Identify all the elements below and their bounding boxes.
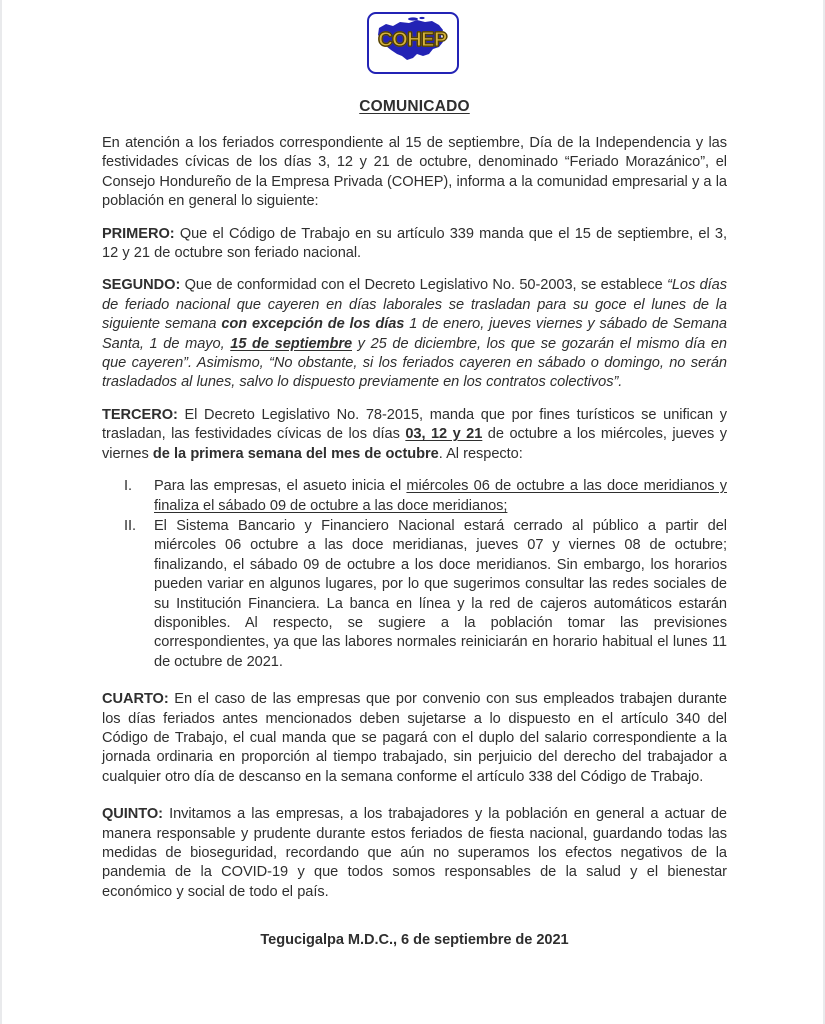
list-item xyxy=(124,517,727,672)
list-item xyxy=(124,477,727,516)
tercero-text-2: de octubre a los miércoles, jueves y viernes xyxy=(102,426,727,462)
paragraph-primero xyxy=(102,225,727,264)
paragraph-cuarto xyxy=(102,690,727,787)
paragraph-quinto xyxy=(102,805,727,902)
list-item-text-plain: El Sistema Bancario y Financiero Nacional estará cerrado al público a partir del miércoles 06 octubre a las doce meridianas, jueves 07 y viernes 08 de octubre; finalizando, el sábado 09 de octubre a los doce meridianos. Sin embargo, los horarios pueden variar en algunos lugares, por lo que sugerimos consultar las redes sociales de su Institución Financiera. La banca en línea y la red de cajeros automáticos estarán disponibles. Al respecto, se sugiere a la población tomar las previsiones correspondientes, ya que las labores normales reiniciarán en horario habitual el lunes 11 de octubre de 2021. xyxy=(154,517,727,670)
intro-paragraph xyxy=(102,134,727,212)
tercero-text-1: El Decreto Legislativo No. 78-2015, manda que por fines turísticos se unifican y trasladan, las festividades cívicas de los días xyxy=(102,406,727,443)
cuarto-text: En el caso de las empresas que por convenio con sus empleados trabajen durante los días feriados antes mencionados deben sujetarse a lo dispuesto en el artículo 340 del Código de Trabajo, el cual manda que se pagará con el duplo del salario correspondiente a la jornada ordinaria en proporción al tiempo trabajado, sin perjuicio del derecho del trabajador a cualquier otro día de descanso en la semana conforme el artículo 338 del Código de Trabajo. xyxy=(102,691,727,785)
segundo-text-2: Asimismo, xyxy=(191,355,270,372)
page-title xyxy=(102,98,727,116)
segundo-quote-1d-emphasis: 15 de septiembre xyxy=(230,335,353,352)
closing-line: Tegucigalpa M.D.C., 6 de septiembre de 2021 xyxy=(260,932,569,949)
tercero-dates-emphasis: 03, 12 y 21 xyxy=(405,426,483,443)
primero-text: Que el Código de Trabajo en su artículo 339 manda que el 15 de septiembre, el 3, 12 y 21 de octubre son feriado nacional. xyxy=(102,225,727,262)
segundo-quote-1e: y 25 de diciembre, los que se gozarán el mismo día en que cayeren”. xyxy=(102,335,727,372)
segundo-quote-1b-bold: con excepción de los días xyxy=(221,316,405,333)
segundo-quote-1c: 1 de enero, jueves viernes y sábado de Semana Santa, 1 de mayo, xyxy=(102,316,727,352)
paragraph-segundo xyxy=(102,276,727,392)
document-body xyxy=(2,98,825,948)
quinto-text: Invitamos a las empresas, a los trabajadores y la población en general a actuar de manera responsable y prudente durante estos feriados de fiesta nacional, guardando todas las medidas de bioseguridad, recordando que aún no superamos los efectos negativos de la pandemia de la COVID-19 y que todos somos responsables de la salud y el bienestar económico y social de todo el país. xyxy=(102,806,727,900)
list-item-marker: I. xyxy=(124,478,133,495)
primero-label: PRIMERO: xyxy=(102,225,175,242)
list-item-text-plain: Para las empresas, el asueto inicia el xyxy=(154,478,407,495)
intro-text: En atención a los feriados correspondiente al 15 de septiembre, Día de la Independencia y las festividades cívicas de los días 3, 12 y 21 de octubre, denominado “Feriado Morazánico”, el Consejo Hondureño de la Empresa Privada (COHEP), informa a la comunidad empresarial y a la población en general lo siguiente: xyxy=(102,135,727,210)
segundo-label: SEGUNDO: xyxy=(102,277,181,294)
logo-area xyxy=(2,0,823,74)
paragraph-tercero xyxy=(102,406,727,464)
tercero-label: TERCERO: xyxy=(102,406,178,423)
page-title-text: COMUNICADO xyxy=(359,98,470,115)
roman-list xyxy=(102,477,727,672)
quinto-label: QUINTO: xyxy=(102,806,163,823)
list-item-marker: II. xyxy=(124,517,137,534)
cohep-logo xyxy=(367,12,459,74)
logo-wordmark: COHEP xyxy=(378,29,447,51)
tercero-text-3: . Al respecto: xyxy=(438,445,523,462)
list-item-text-underlined: miércoles 06 de octubre a las doce meridianos y finaliza el sábado 09 de octubre a las doce meridianos; xyxy=(154,478,727,514)
cuarto-label: CUARTO: xyxy=(102,691,169,708)
segundo-text-1: Que de conformidad con el Decreto Legislativo No. 50-2003, se establece xyxy=(180,277,668,294)
tercero-bold-phrase: de la primera semana del mes de octubre xyxy=(152,445,439,462)
segundo-quote-1a: “Los días de feriado nacional que cayeren en días laborales se trasladan para su goce el lunes de la siguiente semana xyxy=(102,277,728,333)
segundo-quote-2: “No obstante, si los feriados cayeren en sábado o domingo, no serán trasladados al lunes, salvo lo dispuesto previamente en los contratos colectivos”. xyxy=(102,355,727,391)
